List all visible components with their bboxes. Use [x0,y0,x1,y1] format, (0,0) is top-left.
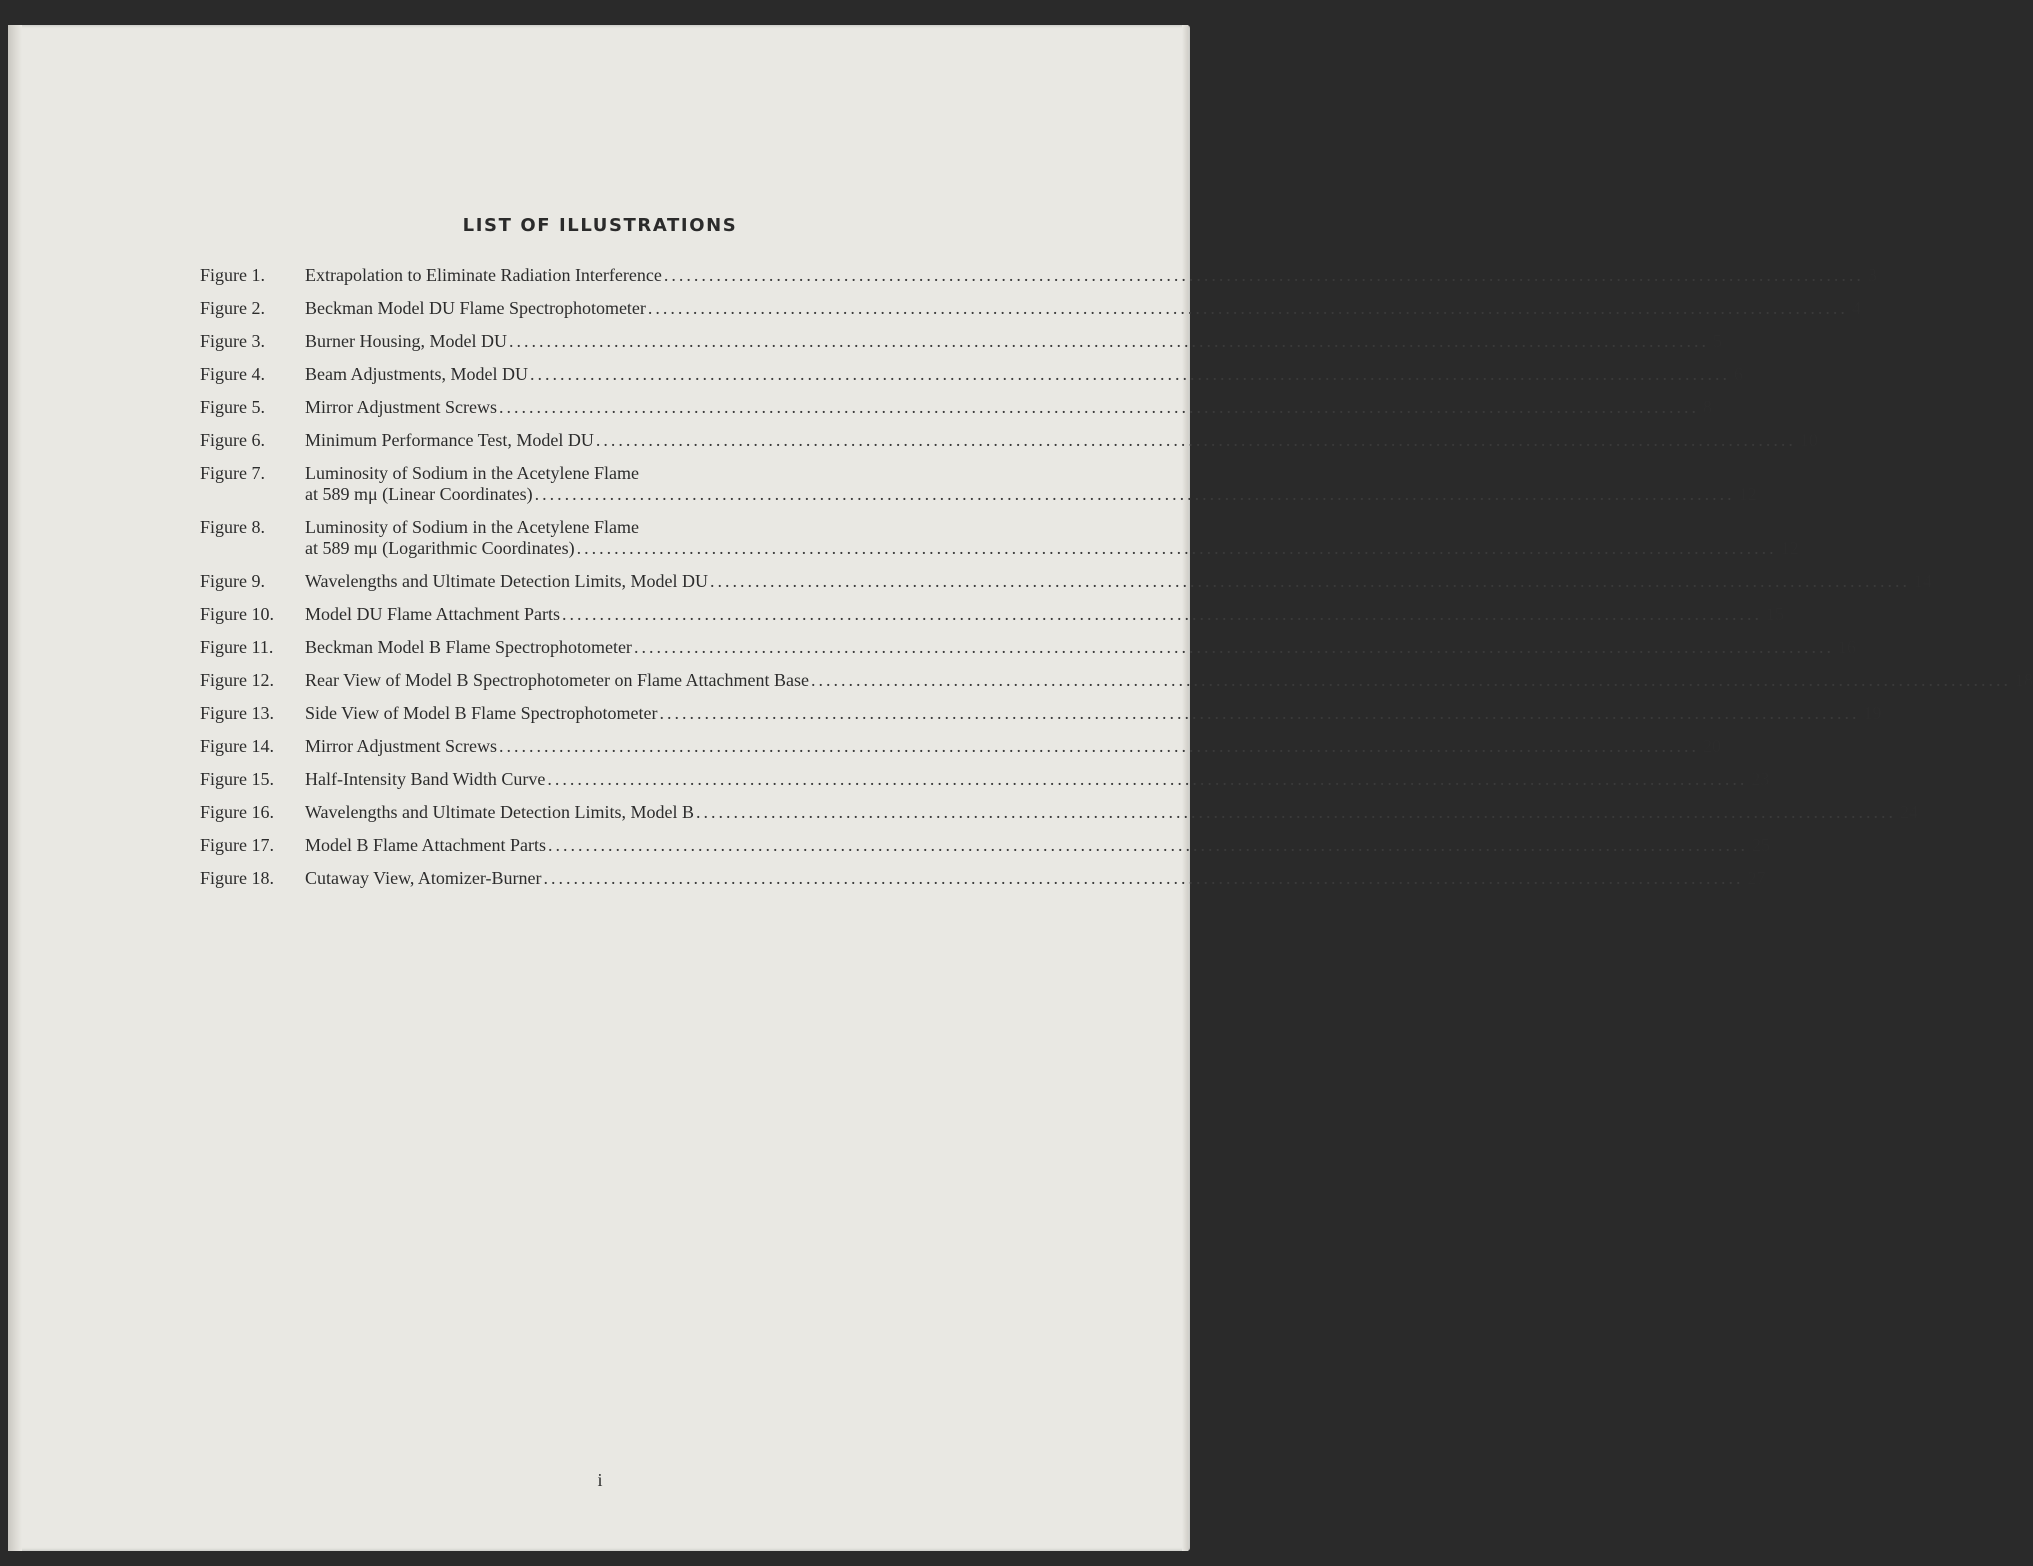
figure-caption [305,802,1918,823]
figure-caption [305,703,1882,724]
caption-text: Extrapolation to Eliminate Radiation Interference [305,265,662,285]
caption-text: Mirror Adjustment Screws [305,736,497,756]
page-reference: 6 [1734,364,1743,384]
figure-caption [305,463,1757,505]
toc-entry [200,364,1743,385]
toc-entry [200,298,1861,319]
figure-label: Figure 12. [200,670,274,690]
page-reference: 3 [1867,265,1877,285]
caption-text: Wavelengths and Ultimate Detection Limits, Model DU [305,571,708,591]
toc-entry [200,430,1818,451]
dot-leader: ................................................................................................................................................................ [498,397,1699,417]
dot-leader: ................................................................................................................................................................ [534,484,1735,504]
caption-line [305,868,1766,889]
toc-entry [200,670,2033,691]
page-reference: 15 [1765,604,1784,624]
figure-label: Figure 16. [200,802,274,822]
dot-leader: ................................................................................................................................................................ [508,331,1709,351]
caption-line [305,364,1743,385]
toc-entry [200,571,1932,592]
caption-line [305,463,1757,484]
toc-entry [200,703,1882,724]
caption-line [305,331,1722,352]
page-reference: 24 [1899,802,1918,822]
caption-line [305,484,1757,505]
figure-label: Figure 8. [200,517,265,537]
caption-line [305,835,1770,856]
caption-text: Model DU Flame Attachment Parts [305,604,560,624]
figure-label: Figure 4. [200,364,265,384]
dot-leader: ................................................................................................................................................................ [498,736,1699,756]
caption-text: at 589 mμ (Logarithmic Coordinates) [305,538,575,558]
figure-caption [305,265,1877,286]
page-reference: 23 [1751,769,1770,789]
figure-caption [305,637,1856,658]
dot-leader: ................................................................................................................................................................ [810,670,2011,690]
toc-entry [200,331,1722,352]
caption-line [305,265,1877,286]
figure-label: Figure 17. [200,835,274,855]
figure-label: Figure 6. [200,430,265,450]
page-number: i [597,1470,603,1490]
page-title: LIST OF ILLUSTRATIONS [462,215,738,236]
caption-text: Beam Adjustments, Model DU [305,364,528,384]
page-reference: 4 [1851,298,1861,318]
dot-leader: ................................................................................................................................................................ [709,571,1910,591]
illustrations-list [200,265,2033,901]
figure-label: Figure 2. [200,298,265,318]
page-reference: 20 [1702,736,1721,756]
figure-label: Figure 15. [200,769,274,789]
toc-entry [200,265,1877,286]
figure-caption [305,397,1712,418]
figure-caption [305,571,1932,592]
caption-text: Beckman Model B Flame Spectrophotometer [305,637,632,657]
caption-text: Burner Housing, Model DU [305,331,507,351]
page-reference: 27 [1747,868,1766,888]
caption-text: Cutaway View, Atomizer-Burner [305,868,542,888]
toc-entry [200,604,1784,625]
caption-text: Luminosity of Sodium in the Acetylene Flame [305,517,639,537]
caption-line [305,637,1856,658]
dot-leader: ................................................................................................................................................................ [543,868,1744,888]
figure-caption [305,430,1818,451]
toc-entry [200,835,1770,856]
caption-line [305,736,1721,757]
binding-spine [8,25,22,1551]
page-reference: 12 [1780,538,1799,558]
caption-text: Half-Intensity Band Width Curve [305,769,546,789]
page-reference: 14 [1913,571,1932,591]
page-reference: 5 [1712,331,1722,351]
caption-text: Luminosity of Sodium in the Acetylene Flame [305,463,639,483]
figure-caption [305,868,1766,889]
caption-line [305,538,1799,559]
dot-leader: ................................................................................................................................................................ [547,769,1748,789]
figure-caption [305,517,1799,559]
figure-caption [305,670,2033,691]
caption-line [305,430,1818,451]
caption-line [305,703,1882,724]
toc-entry [200,463,1757,505]
toc-entry [200,769,1770,790]
caption-line [305,517,1799,538]
figure-caption [305,331,1722,352]
caption-text: Wavelengths and Ultimate Detection Limits, Model B [305,802,694,822]
toc-entry [200,517,1799,559]
caption-line [305,802,1918,823]
page-reference: 25 [1751,835,1770,855]
caption-text: Model B Flame Attachment Parts [305,835,546,855]
figure-caption [305,364,1743,385]
figure-caption [305,736,1721,757]
figure-caption [305,604,1784,625]
dot-leader: ................................................................................................................................................................ [595,430,1796,450]
caption-text: at 589 mμ (Linear Coordinates) [305,484,533,504]
dot-leader: ................................................................................................................................................................ [663,265,1864,285]
page-reference: 10 [1799,430,1818,450]
caption-text: Beckman Model DU Flame Spectrophotometer [305,298,646,318]
figure-label: Figure 7. [200,463,265,483]
toc-entry [200,637,1856,658]
page-reference: 19 [1863,703,1882,723]
dot-leader: ................................................................................................................................................................ [633,637,1834,657]
figure-label: Figure 5. [200,397,265,417]
caption-line [305,604,1784,625]
figure-label: Figure 11. [200,637,274,657]
figure-caption [305,835,1770,856]
figure-caption [305,769,1769,790]
figure-label: Figure 1. [200,265,265,285]
figure-label: Figure 18. [200,868,274,888]
toc-entry [200,736,1721,757]
caption-text: Side View of Model B Flame Spectrophotometer [305,703,658,723]
toc-entry [200,397,1712,418]
figure-label: Figure 9. [200,571,265,591]
page-reference: 8 [1702,397,1712,417]
caption-text: Minimum Performance Test, Model DU [305,430,594,450]
toc-entry [200,868,1766,889]
caption-line [305,670,2033,691]
caption-text: Rear View of Model B Spectrophotometer on Flame Attachment Base [305,670,809,690]
dot-leader: ................................................................................................................................................................ [530,364,1730,384]
dot-leader: ................................................................................................................................................................ [547,835,1748,855]
toc-entry [200,802,1918,823]
caption-line [305,769,1769,790]
caption-line [305,298,1861,319]
dot-leader: ................................................................................................................................................................ [647,298,1848,318]
dot-leader: ................................................................................................................................................................ [561,604,1762,624]
page-reference: 12 [1738,484,1757,504]
figure-label: Figure 14. [200,736,274,756]
page-reference: 16 [1837,637,1856,657]
page-reference: 18 [2014,670,2033,690]
caption-text: Mirror Adjustment Screws [305,397,497,417]
dot-leader: ................................................................................................................................................................ [659,703,1860,723]
figure-caption [305,298,1861,319]
figure-label: Figure 3. [200,331,265,351]
caption-line [305,397,1712,418]
dot-leader: ................................................................................................................................................................ [576,538,1777,558]
figure-label: Figure 10. [200,604,274,624]
figure-label: Figure 13. [200,703,274,723]
caption-line [305,571,1932,592]
dot-leader: ................................................................................................................................................................ [695,802,1896,822]
